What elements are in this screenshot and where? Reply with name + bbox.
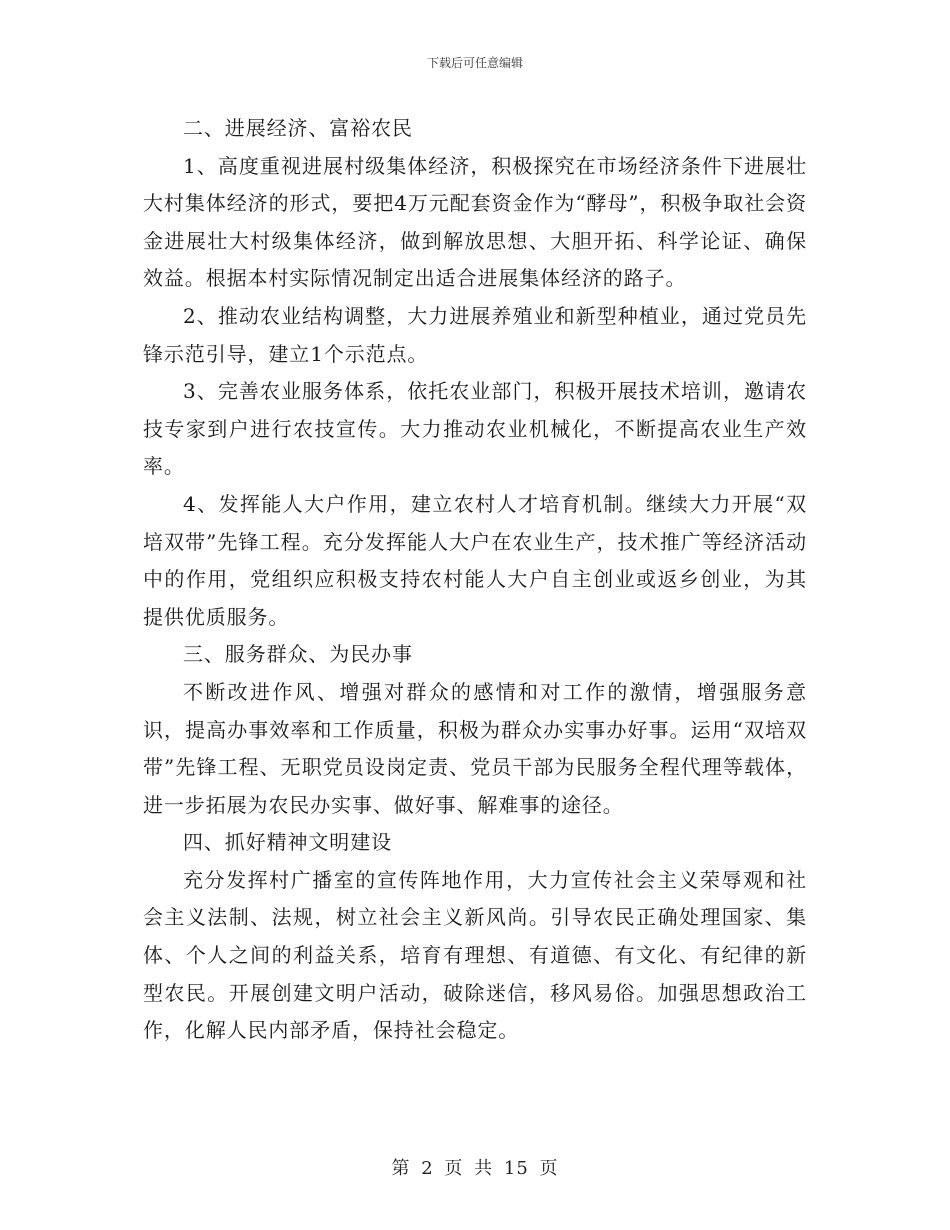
- section-heading-economy: 二、进展经济、富裕农民: [183, 116, 413, 140]
- footer-suffix: 页: [539, 1158, 559, 1179]
- total-pages-number: 15: [503, 1158, 529, 1179]
- page-header-note: 下载后可任意编辑: [426, 56, 523, 70]
- page-footer: [0, 1154, 950, 1180]
- current-page-number: 2: [421, 1158, 434, 1179]
- footer-prefix: 第: [391, 1158, 411, 1179]
- footer-total-word: 共: [474, 1158, 494, 1179]
- footer-page-word: 页: [444, 1158, 464, 1179]
- paragraph-capable-households: 4、发挥能人大户作用，建立农村人才培育机制。继续大力开展“双培双带”先锋工程。充分发挥能人大户在农业生产，技术推广等经济活动中的作用，党组织应积极支持农村能人大户自主创业或返乡创业，为其提供优质服务。: [143, 491, 807, 629]
- section-heading-civilization: 四、抓好精神文明建设: [183, 830, 392, 855]
- section-heading-serve-masses: 三、服务群众、为民办事: [183, 642, 413, 667]
- paragraph-serve-masses: 不断改进作风、增强对群众的感情和对工作的激情，增强服务意识，提高办事效率和工作质量，积极为群众办实事办好事。运用“双培双带”先锋工程、无职党员设岗定责、党员干部为民服务全程代理等载体，进一步拓展为农民办实事、做好事、解难事的途径。: [143, 679, 807, 817]
- paragraph-civilization: 充分发挥村广播室的宣传阵地作用，大力宣传社会主义荣辱观和社会主义法制、法规，树立社会主义新风尚。引导农民正确处理国家、集体、个人之间的利益关系，培育有理想、有道德、有文化、有纪律的新型农民。开展创建文明户活动，破除迷信，移风易俗。加强思想政治工作，化解人民内部矛盾，保持社会稳定。: [143, 867, 807, 1043]
- paragraph-agri-structure: 2、推动农业结构调整，大力进展养殖业和新型种植业，通过党员先锋示范引导，建立1个示范点。: [143, 303, 807, 366]
- paragraph-collective-economy: 1、高度重视进展村级集体经济，积极探究在市场经济条件下进展壮大村集体经济的形式，要把4万元配套资金作为“酵母”，积极争取社会资金进展壮大村级集体经济，做到解放思想、大胆开拓、科学论证、确保效益。根据本村实际情况制定出适合进展集体经济的路子。: [143, 153, 807, 291]
- paragraph-agri-service: 3、完善农业服务体系，依托农业部门，积极开展技术培训，邀请农技专家到户进行农技宣传。大力推动农业机械化，不断提高农业生产效率。: [143, 379, 807, 479]
- document-body: [143, 110, 807, 1050]
